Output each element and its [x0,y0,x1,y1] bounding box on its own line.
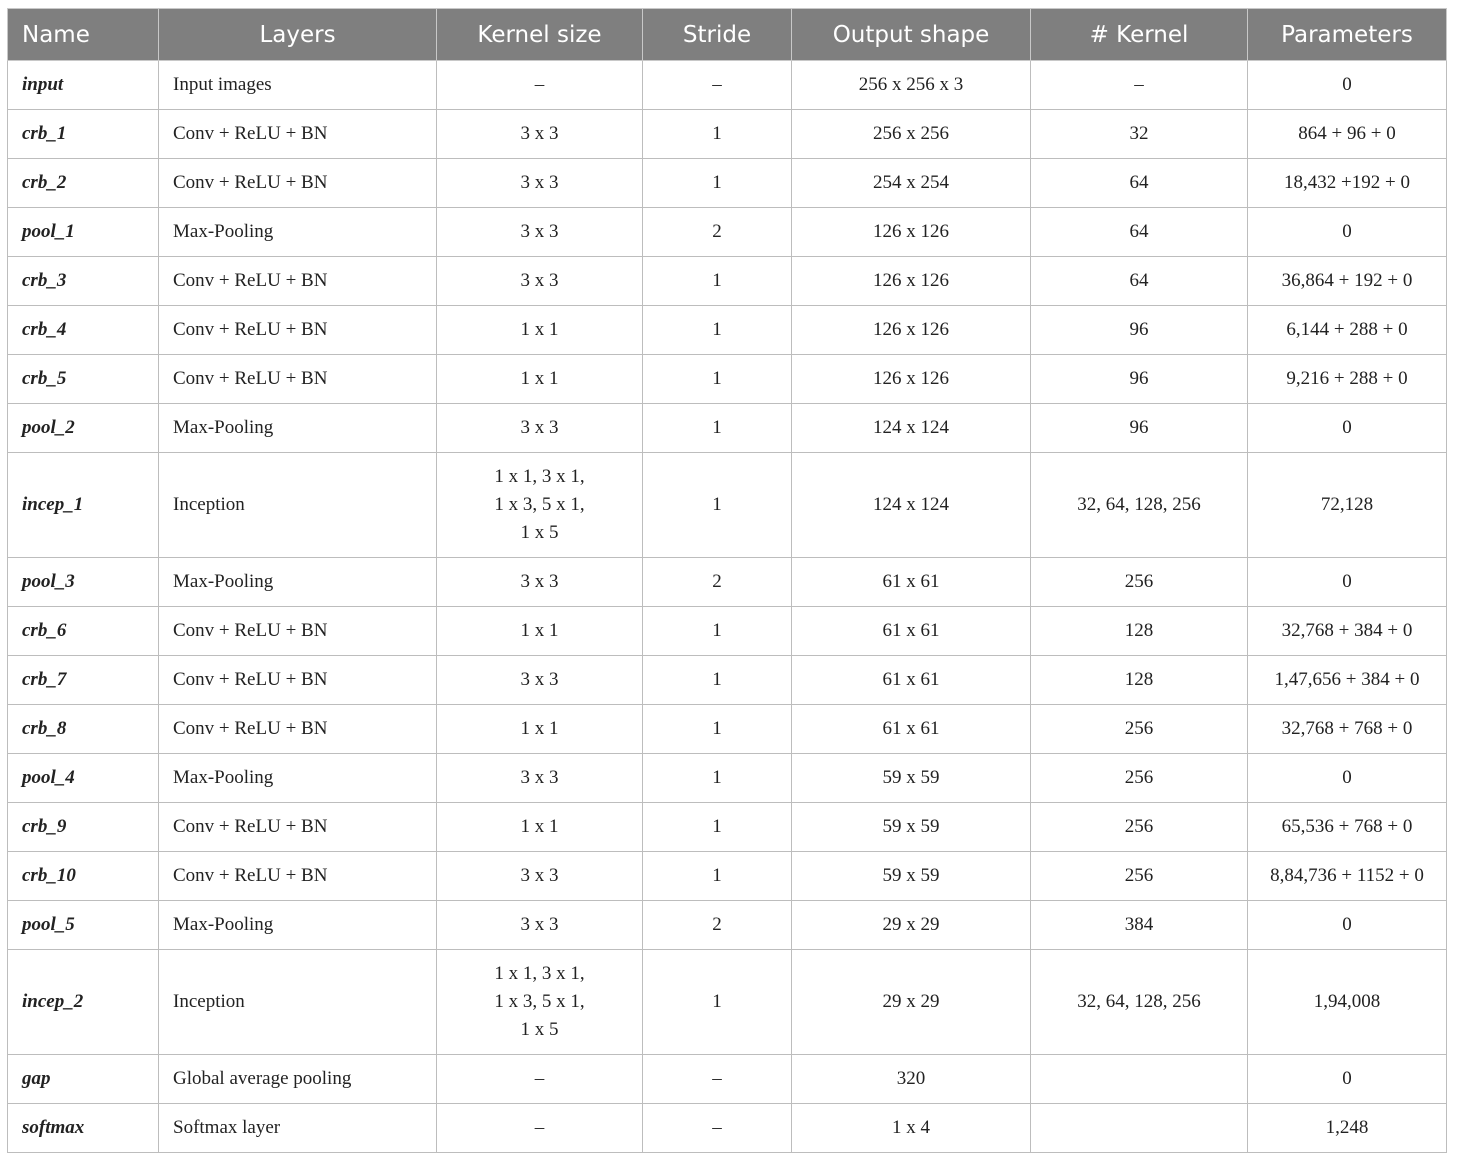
cell-layer: Conv + ReLU + BN [159,306,437,355]
header-stride: Stride [643,9,792,61]
cell-kernel-count: 256 [1031,852,1248,901]
cell-output-shape: 61 x 61 [792,607,1031,656]
cell-kernel-size [437,61,643,110]
cell-layer: Max-Pooling [159,208,437,257]
table-row [8,705,1447,754]
cell-name: crb_9 [8,803,159,852]
cell-name: crb_4 [8,306,159,355]
table-row [8,306,1447,355]
cell-layer: Conv + ReLU + BN [159,110,437,159]
kernel-size-line: – [534,74,545,95]
cell-layer: Max-Pooling [159,558,437,607]
cell-name: crb_10 [8,852,159,901]
cell-parameters: 72,128 [1248,453,1447,558]
cell-layer: Max-Pooling [159,754,437,803]
cell-parameters: 864 + 96 + 0 [1248,110,1447,159]
kernel-size-line: 1 x 5 [520,1019,559,1040]
table-row [8,61,1447,110]
cell-kernel-size [437,1104,643,1153]
cell-name: crb_7 [8,656,159,705]
cell-kernel-count: 96 [1031,404,1248,453]
cell-kernel-count: 64 [1031,208,1248,257]
cell-output-shape: 256 x 256 [792,110,1031,159]
cell-stride: 1 [643,950,792,1055]
kernel-size-line: 1 x 1 [520,319,559,340]
cell-kernel-count [1031,1104,1248,1153]
cell-stride: 1 [643,355,792,404]
kernel-size-line: 1 x 3, 5 x 1, [494,991,585,1012]
cell-stride: 1 [643,453,792,558]
cell-output-shape: 126 x 126 [792,208,1031,257]
cell-parameters: 32,768 + 768 + 0 [1248,705,1447,754]
cell-stride: 1 [643,705,792,754]
cell-kernel-count: 32, 64, 128, 256 [1031,950,1248,1055]
cell-stride: 2 [643,208,792,257]
cell-name: crb_3 [8,257,159,306]
table-row [8,1055,1447,1104]
table-row [8,355,1447,404]
kernel-size-line: 1 x 1 [520,718,559,739]
cell-parameters: 6,144 + 288 + 0 [1248,306,1447,355]
cell-parameters: 36,864 + 192 + 0 [1248,257,1447,306]
cell-kernel-count: 96 [1031,355,1248,404]
cell-stride: 2 [643,558,792,607]
cell-kernel-size [437,159,643,208]
cell-output-shape: 61 x 61 [792,705,1031,754]
architecture-table [7,8,1447,1153]
cell-name: pool_5 [8,901,159,950]
header-parameters: Parameters [1248,9,1447,61]
cell-layer: Conv + ReLU + BN [159,355,437,404]
cell-name: pool_2 [8,404,159,453]
cell-layer: Conv + ReLU + BN [159,257,437,306]
cell-output-shape: 59 x 59 [792,852,1031,901]
cell-layer: Max-Pooling [159,901,437,950]
cell-layer: Max-Pooling [159,404,437,453]
cell-stride: 1 [643,607,792,656]
cell-kernel-count: 256 [1031,803,1248,852]
cell-kernel-size [437,901,643,950]
cell-kernel-count: 384 [1031,901,1248,950]
cell-output-shape: 59 x 59 [792,754,1031,803]
cell-output-shape: 61 x 61 [792,558,1031,607]
kernel-size-line: 1 x 1 [520,368,559,389]
cell-kernel-size [437,950,643,1055]
table-row [8,208,1447,257]
cell-kernel-size [437,306,643,355]
cell-kernel-count: 64 [1031,159,1248,208]
kernel-size-line: – [534,1068,545,1089]
cell-output-shape: 126 x 126 [792,355,1031,404]
header-row [8,9,1447,61]
table-row [8,803,1447,852]
cell-stride: – [643,1104,792,1153]
cell-parameters: 0 [1248,404,1447,453]
cell-name: pool_1 [8,208,159,257]
kernel-size-line: 3 x 3 [520,767,559,788]
cell-layer: Conv + ReLU + BN [159,705,437,754]
cell-name: crb_2 [8,159,159,208]
table-row [8,607,1447,656]
table-body [8,61,1447,1153]
architecture-table-container [7,8,1446,1153]
kernel-size-line: 3 x 3 [520,865,559,886]
cell-kernel-size [437,404,643,453]
cell-kernel-count: 32 [1031,110,1248,159]
cell-stride: 1 [643,110,792,159]
header-kernel-size: Kernel size [437,9,643,61]
cell-output-shape: 126 x 126 [792,257,1031,306]
cell-layer: Softmax layer [159,1104,437,1153]
kernel-size-line: 1 x 3, 5 x 1, [494,494,585,515]
cell-kernel-count: 256 [1031,558,1248,607]
table-row [8,1104,1447,1153]
table-row [8,558,1447,607]
cell-name: gap [8,1055,159,1104]
cell-parameters: 1,47,656 + 384 + 0 [1248,656,1447,705]
cell-kernel-size [437,754,643,803]
cell-kernel-size [437,852,643,901]
cell-parameters: 8,84,736 + 1152 + 0 [1248,852,1447,901]
kernel-size-line: 3 x 3 [520,123,559,144]
cell-stride: 1 [643,404,792,453]
cell-parameters: 18,432 +192 + 0 [1248,159,1447,208]
cell-kernel-count: 128 [1031,656,1248,705]
kernel-size-line: 3 x 3 [520,417,559,438]
cell-kernel-size [437,656,643,705]
cell-layer: Conv + ReLU + BN [159,607,437,656]
cell-layer: Conv + ReLU + BN [159,852,437,901]
cell-kernel-size [437,208,643,257]
cell-stride: 1 [643,159,792,208]
cell-stride: 1 [643,306,792,355]
cell-kernel-size [437,453,643,558]
header-kernel-count: # Kernel [1031,9,1248,61]
cell-parameters: 0 [1248,1055,1447,1104]
kernel-size-line: – [534,1117,545,1138]
cell-parameters: 1,94,008 [1248,950,1447,1055]
kernel-size-line: 3 x 3 [520,221,559,242]
cell-layer: Conv + ReLU + BN [159,159,437,208]
cell-name: input [8,61,159,110]
cell-stride: – [643,1055,792,1104]
cell-kernel-count: 128 [1031,607,1248,656]
cell-output-shape: 61 x 61 [792,656,1031,705]
kernel-size-line: 3 x 3 [520,172,559,193]
cell-name: softmax [8,1104,159,1153]
cell-stride: 1 [643,803,792,852]
cell-kernel-count: 256 [1031,705,1248,754]
cell-stride: 1 [643,656,792,705]
cell-output-shape: 320 [792,1055,1031,1104]
cell-parameters: 0 [1248,61,1447,110]
cell-name: crb_5 [8,355,159,404]
header-name: Name [8,9,159,61]
cell-output-shape: 29 x 29 [792,950,1031,1055]
cell-name: crb_6 [8,607,159,656]
cell-parameters: 0 [1248,754,1447,803]
cell-layer: Inception [159,453,437,558]
cell-kernel-size [437,803,643,852]
cell-layer: Global average pooling [159,1055,437,1104]
cell-stride: 1 [643,852,792,901]
cell-output-shape: 1 x 4 [792,1104,1031,1153]
cell-name: incep_2 [8,950,159,1055]
cell-stride: 1 [643,257,792,306]
cell-kernel-size [437,355,643,404]
header-output-shape: Output shape [792,9,1031,61]
kernel-size-line: 1 x 1 [520,816,559,837]
cell-parameters: 0 [1248,901,1447,950]
table-row [8,404,1447,453]
cell-name: crb_8 [8,705,159,754]
kernel-size-line: 1 x 1 [520,620,559,641]
cell-kernel-size [437,1055,643,1104]
cell-parameters: 0 [1248,208,1447,257]
kernel-size-line: 3 x 3 [520,571,559,592]
cell-output-shape: 59 x 59 [792,803,1031,852]
table-row [8,159,1447,208]
table-row [8,110,1447,159]
kernel-size-line: 1 x 5 [520,522,559,543]
cell-parameters: 9,216 + 288 + 0 [1248,355,1447,404]
cell-kernel-size [437,705,643,754]
cell-layer: Conv + ReLU + BN [159,803,437,852]
cell-parameters: 0 [1248,558,1447,607]
table-row [8,656,1447,705]
cell-output-shape: 29 x 29 [792,901,1031,950]
cell-parameters: 32,768 + 384 + 0 [1248,607,1447,656]
kernel-size-line: 3 x 3 [520,669,559,690]
cell-kernel-count: 64 [1031,257,1248,306]
kernel-size-line: 1 x 1, 3 x 1, [494,963,585,984]
cell-kernel-size [437,607,643,656]
cell-parameters: 1,248 [1248,1104,1447,1153]
cell-stride: – [643,61,792,110]
cell-kernel-size [437,110,643,159]
cell-layer: Conv + ReLU + BN [159,656,437,705]
cell-kernel-count: 32, 64, 128, 256 [1031,453,1248,558]
cell-stride: 2 [643,901,792,950]
cell-kernel-count: – [1031,61,1248,110]
cell-layer: Inception [159,950,437,1055]
table-row [8,950,1447,1055]
cell-output-shape: 126 x 126 [792,306,1031,355]
cell-output-shape: 124 x 124 [792,453,1031,558]
cell-output-shape: 124 x 124 [792,404,1031,453]
table-row [8,901,1447,950]
cell-output-shape: 254 x 254 [792,159,1031,208]
cell-parameters: 65,536 + 768 + 0 [1248,803,1447,852]
cell-name: pool_4 [8,754,159,803]
table-row [8,257,1447,306]
kernel-size-line: 3 x 3 [520,270,559,291]
cell-layer: Input images [159,61,437,110]
cell-kernel-count: 96 [1031,306,1248,355]
cell-output-shape: 256 x 256 x 3 [792,61,1031,110]
cell-kernel-size [437,257,643,306]
table-row [8,754,1447,803]
cell-name: crb_1 [8,110,159,159]
cell-stride: 1 [643,754,792,803]
table-row [8,852,1447,901]
header-layers: Layers [159,9,437,61]
cell-name: pool_3 [8,558,159,607]
cell-kernel-count [1031,1055,1248,1104]
cell-kernel-count: 256 [1031,754,1248,803]
kernel-size-line: 3 x 3 [520,914,559,935]
cell-kernel-size [437,558,643,607]
kernel-size-line: 1 x 1, 3 x 1, [494,466,585,487]
table-row [8,453,1447,558]
cell-name: incep_1 [8,453,159,558]
